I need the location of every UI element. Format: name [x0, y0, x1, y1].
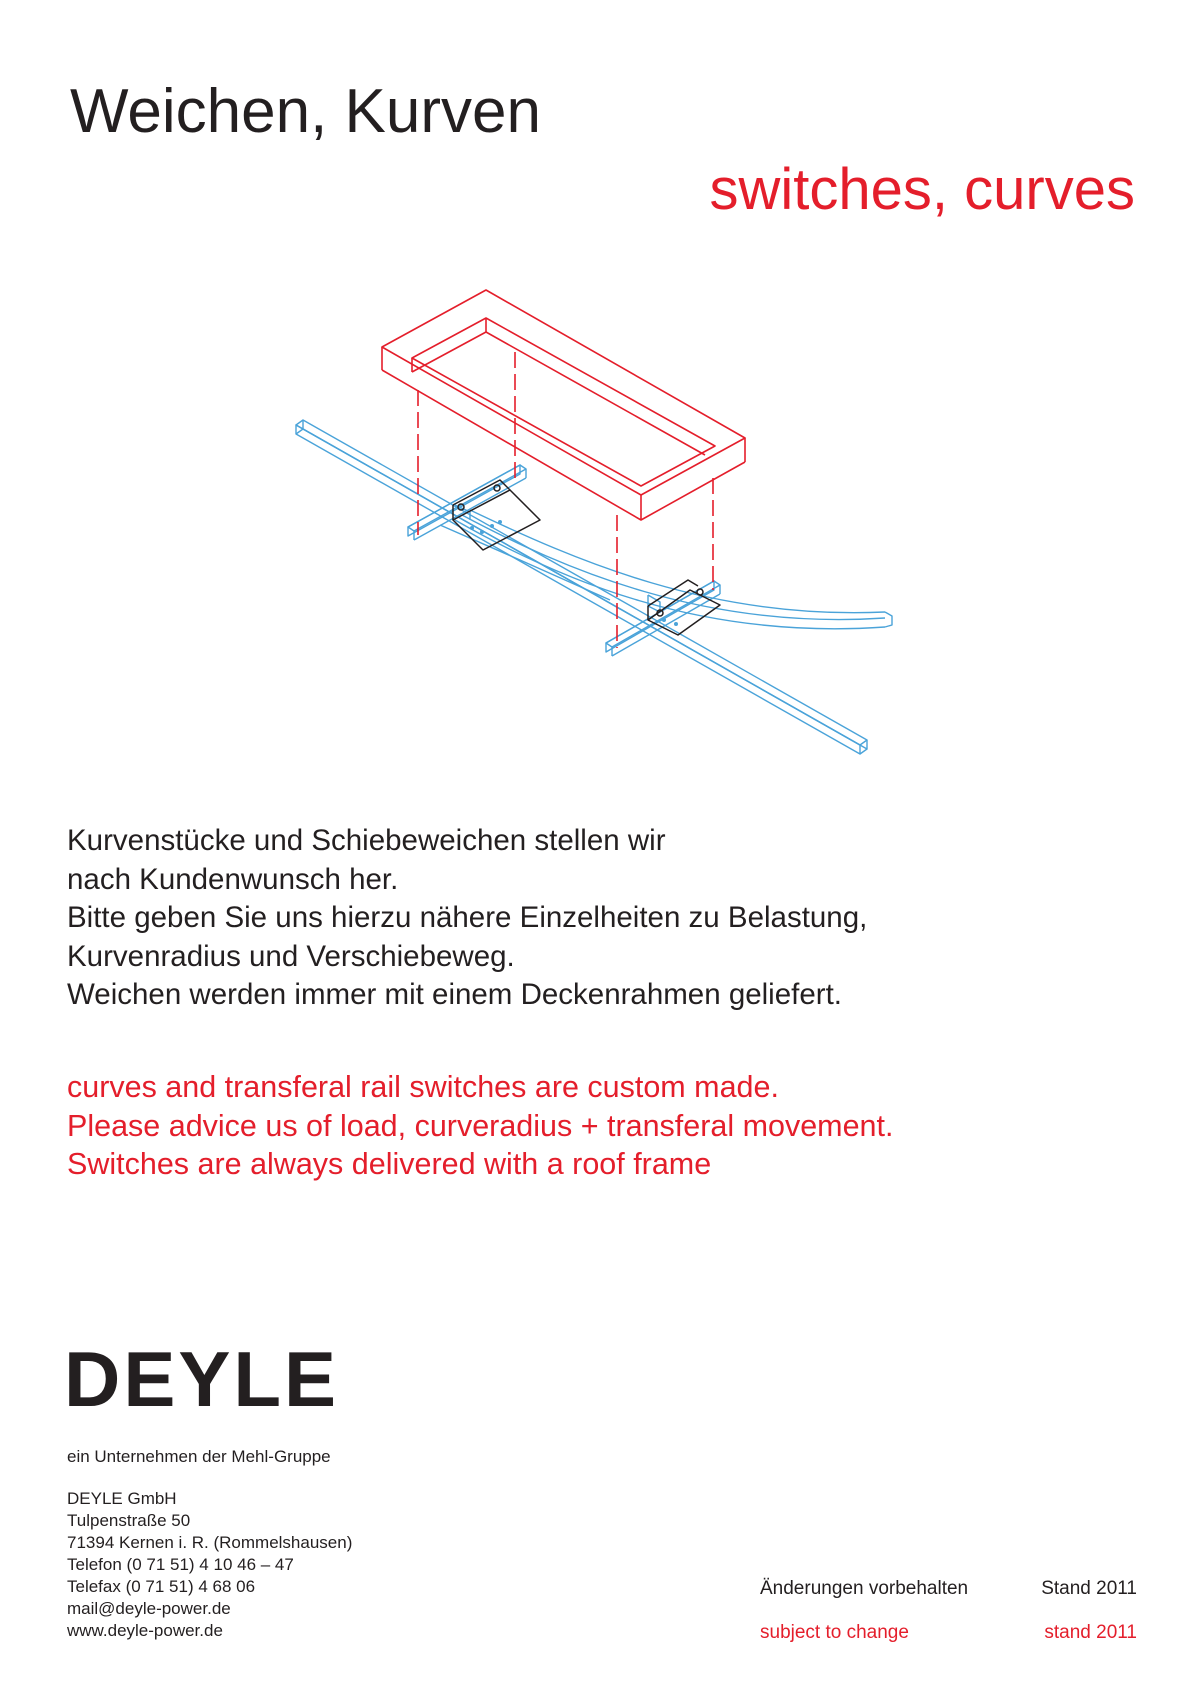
company-logo: DEYLE — [64, 1335, 340, 1423]
stand-english: stand 2011 — [1044, 1622, 1137, 1643]
rail-switch-diagram-icon — [280, 280, 920, 780]
website-link[interactable]: www.deyle-power.de — [67, 1621, 223, 1640]
description-line: Switches are always delivered with a roof frame — [67, 1147, 712, 1182]
rail-track-icon — [296, 420, 892, 754]
notice-english: subject to change — [760, 1622, 909, 1643]
description-line: curves and transferal rail switches are custom made. — [67, 1070, 779, 1104]
company-address — [67, 1488, 352, 1642]
company-tagline: ein Unternehmen der Mehl-Gruppe — [67, 1447, 331, 1466]
description-line: Weichen werden immer mit einem Deckenrahmen geliefert. — [67, 978, 842, 1012]
description-line: Kurvenstücke und Schiebeweichen stellen wir — [67, 824, 666, 857]
email-link[interactable]: mail@deyle-power.de — [67, 1599, 231, 1618]
description-line: Kurvenradius und Verschiebeweg. — [67, 939, 515, 973]
description-german — [67, 822, 867, 1015]
description-line: Please advice us of load, curveradius + transferal movement. — [67, 1108, 894, 1143]
page-title-english: switches, curves — [709, 157, 1135, 222]
phone-number: Telefon (0 71 51) 4 10 46 – 47 — [67, 1555, 294, 1574]
company-name: DEYLE GmbH — [67, 1489, 177, 1508]
notice-german: Änderungen vorbehalten — [760, 1578, 969, 1599]
page-title-german: Weichen, Kurven — [70, 77, 541, 146]
description-english — [67, 1068, 893, 1184]
city-address: 71394 Kernen i. R. (Rommelshausen) — [67, 1533, 353, 1552]
fax-number: Telefax (0 71 51) 4 68 06 — [67, 1577, 256, 1596]
description-line: Bitte geben Sie uns hierzu nähere Einzelheiten zu Belastung, — [67, 901, 868, 935]
description-line: nach Kundenwunsch her. — [67, 862, 399, 896]
street-address: Tulpenstraße 50 — [67, 1511, 191, 1530]
stand-german: Stand 2011 — [1041, 1578, 1137, 1599]
